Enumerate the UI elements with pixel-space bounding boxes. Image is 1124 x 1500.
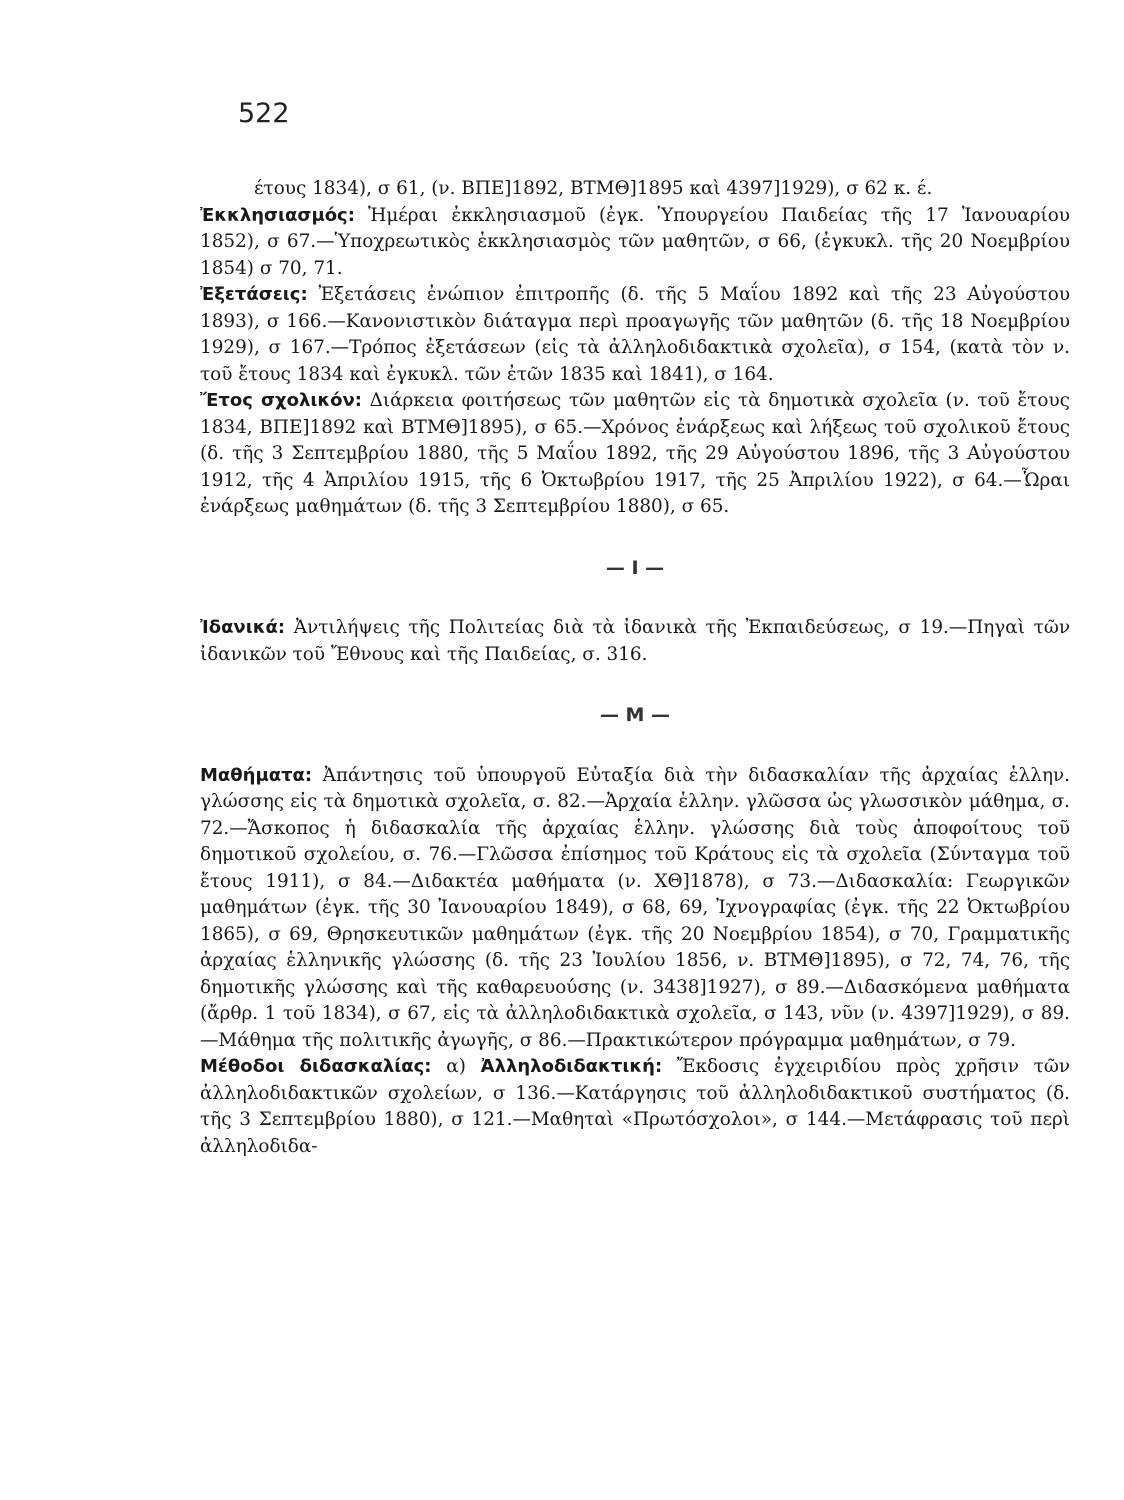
entry-text: Ἀντιλήψεις τῆς Πολιτείας διὰ τὰ ἰδανικὰ τῆς Ἐκπαιδεύσεως, σ 19.—Πηγαὶ τῶν ἰδανικῶν τοῦ Ἔθνους καὶ τῆς Παιδείας, σ. 316.	[200, 617, 1070, 665]
entry-head: Μέθοδοι διδασκαλίας:	[200, 1056, 432, 1077]
index-entry-methodoi	[200, 1054, 1070, 1160]
index-entry-idanika	[200, 615, 1070, 668]
section-divider-i: — I —	[605, 556, 665, 579]
entry-text: Ἡμέραι ἐκκλησιασμοῦ (ἐγκ. Ὑπουργείου Παιδείας τῆς 17 Ἰανουαρίου 1852), σ 67.—Ὑποχρεωτικὸς ἐκκλησιασμὸς τῶν μαθητῶν, σ 66, (ἐγκυκλ. τῆς 20 Νοεμβρίου 1854) σ 70, 71.	[200, 204, 1070, 279]
entry-head: Μαθήματα:	[200, 764, 313, 786]
index-text	[200, 176, 1070, 1160]
entry-text: Ἐξετάσεις ἐνώπιον ἐπιτροπῆς (δ. τῆς 5 Μαΐου 1892 καὶ τῆς 23 Αὐγούστου 1893), σ 166.—Κανονιστικὸν διάταγμα περὶ προαγωγῆς τῶν μαθητῶν (δ. τῆς 18 Νοεμβρίου 1929), σ 167.—Τρόπος ἐξετάσεων (εἰς τὰ ἀλληλοδιδακτικὰ σχολεῖα), σ 154, (κατὰ τὸν ν. τοῦ ἔτους 1834 καὶ ἐγκυκλ. τῶν ἐτῶν 1835 καὶ 1841), σ 164.	[200, 284, 1070, 385]
entry-text: Διάρκεια φοιτήσεως τῶν μαθητῶν εἰς τὰ δημοτικὰ σχολεῖα (ν. τοῦ ἔτους 1834, ΒΠΕ]1892 καὶ ΒΤΜΘ]1895), σ 65.—Χρόνος ἐνάρξεως καὶ λήξεως τοῦ σχολικοῦ ἔτους (δ. τῆς 3 Σεπτεμβρίου 1880, τῆς 5 Μαΐου 1892, τῆς 29 Αὐγούστου 1896, τῆς 3 Αὐγούστου 1912, τῆς 4 Ἀπριλίου 1915, τῆς 6 Ὀκτωβρίου 1917, τῆς 25 Ἀπριλίου 1922), σ 64.—Ὧραι ἐνάρξεως μαθημάτων (δ. τῆς 3 Σεπτεμβρίου 1880), σ 65.	[200, 390, 1070, 517]
page-number: 522	[238, 98, 290, 129]
entry-head: Ἰδανικά:	[200, 617, 286, 638]
entry-text: Ἔκδοσις ἐγχειριδίου πρὸς χρῆσιν τῶν ἀλληλοδιδακτικῶν σχολείων, σ 136.—Κατάργησις τοῦ ἀλληλοδιδακτικοῦ συστήματος (δ. τῆς 3 Σεπτεμβρίου 1880), σ 121.—Μαθηταὶ «Πρωτόσχολοι», σ 144.—Μετάφρασις τοῦ περὶ ἀλληλοδιδα-	[200, 1056, 1071, 1157]
index-entry-exetaseis	[200, 282, 1070, 388]
entry-head: Ἐκκλησιασμός:	[200, 204, 355, 226]
section-divider-m: — Μ —	[599, 704, 671, 726]
entry-head: Ἔτος σχολικόν:	[200, 390, 362, 411]
entry-text: Ἀπάντησις τοῦ ὑπουργοῦ Εὐταξία διὰ τὴν διδασκαλίαν τῆς ἀρχαίας ἑλλην. γλώσσης εἰς τὰ δημοτικὰ σχολεῖα, σ. 82.—Ἀρχαία ἑλλην. γλῶσσα ὡς γλωσσικὸν μάθημα, σ. 72.—Ἄσκοπος ἡ διδασκαλία τῆς ἀρχαίας ἑλλην. γλώσσης διὰ τοὺς ἀποφοίτους τοῦ δημοτικοῦ σχολείου, σ. 76.—Γλῶσσα ἐπίσημος τοῦ Κράτους εἰς τὰ σχολεῖα (Σύνταγμα τοῦ ἔτους 1911), σ 84.—Διδακτέα μαθήματα (ν. ΧΘ]1878), σ 73.—Διδασκαλία: Γεωργικῶν μαθημάτων (ἐγκ. τῆς 30 Ἰανουαρίου 1849), σ 68, 69, Ἰχνογραφίας (ἐγκ. τῆς 22 Ὀκτωβρίου 1865), σ 69, Θρησκευτικῶν μαθημάτων (ἐγκ. τῆς 20 Νοεμβρίου 1854), σ 70, Γραμματικῆς ἀρχαίας ἑλληνικῆς γλώσσης (δ. τῆς 23 Ἰουλίου 1856, ν. ΒΤΜΘ]1895), σ 72, 74, 76, τῆς δημοτικῆς γλώσσης καὶ τῆς καθαρευούσης (ν. 3438]1927), σ 89.—Διδασκόμενα μαθήματα (ἄρθρ. 1 τοῦ 1834), σ 67, εἰς τὰ ἀλληλοδιδακτικὰ σχολεῖα, σ 143, νῦν (ν. 4397]1929), σ 89.—Μάθημα τῆς πολιτικῆς ἀγωγῆς, σ 86.—Πρακτικώτερον πρόγραμμα μαθημάτων, σ 79.	[200, 764, 1070, 1051]
index-entry-etos-sxolikon	[200, 388, 1070, 521]
index-entry-mathimata	[200, 763, 1070, 1055]
index-entry-ekklisiasmos	[200, 203, 1070, 283]
continued-line: έτους 1834), σ 61, (ν. ΒΠΕ]1892, ΒΤΜΘ]1895 καὶ 4397]1929), σ 62 κ. έ.	[254, 178, 933, 199]
entry-marker: α)	[446, 1056, 466, 1077]
entry-subhead: Ἀλληλοδιδακτική:	[480, 1056, 663, 1077]
entry-head: Ἐξετάσεις:	[200, 284, 308, 305]
